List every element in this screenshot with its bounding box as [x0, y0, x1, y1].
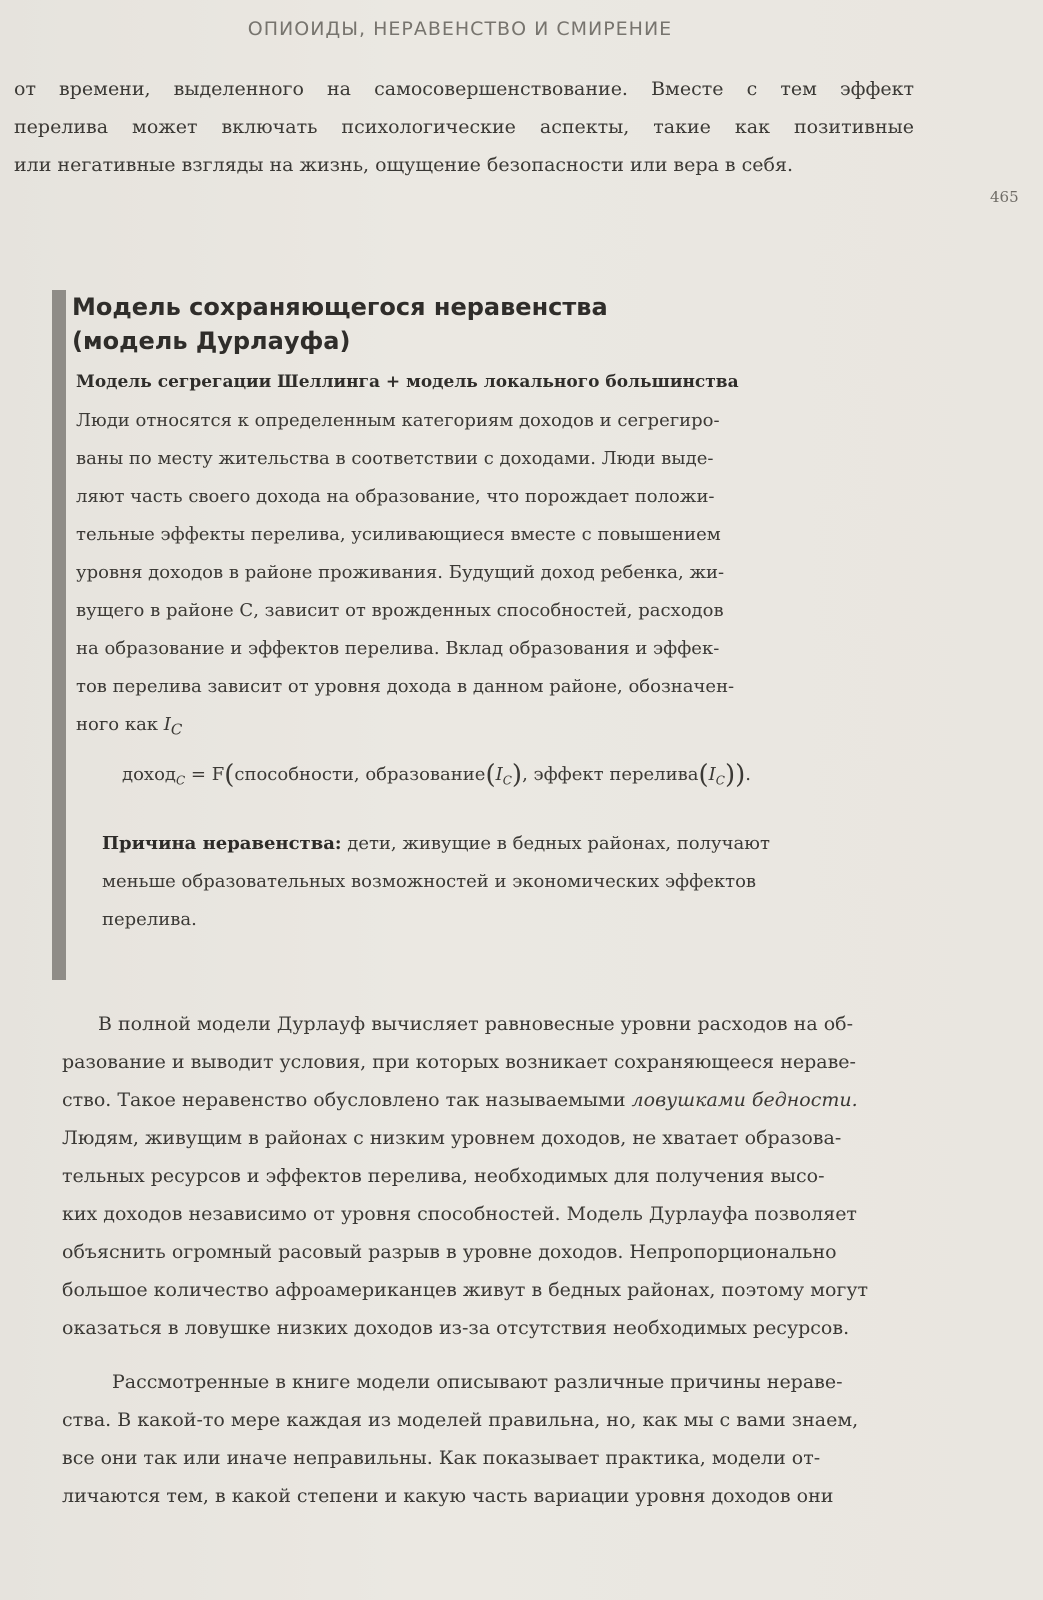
text-line: Рассмотренные в книге модели описывают различные причины нераве-: [112, 1371, 843, 1393]
text-line: Людям, живущим в районах с низким уровнем доходов, не хватает образова-: [62, 1127, 842, 1149]
running-head: ОПИОИДЫ, НЕРАВЕНСТВО И СМИРЕНИЕ: [247, 18, 673, 40]
text-line: большое количество афроамериканцев живут в бедных районах, поэтому могут: [62, 1279, 869, 1301]
text-line: или негативные взгляды на жизнь, ощущение безопасности или вера в себя.: [14, 154, 793, 176]
income-formula: доход$_C$ = F(способности, $образование(I_C)$, эффект $перелива(I_C)$).: [122, 760, 751, 790]
text-line: на образование и эффектов перелива. Вклад образования и эффек-: [76, 638, 720, 659]
text-line: перелива может включать психологические аспекты, такие как позитивные: [14, 116, 914, 138]
box-title-line: Модель сохраняющегося неравенства: [72, 293, 608, 321]
text-line: ляют часть своего дохода на образование, что порождает положи-: [76, 486, 715, 507]
text-line: от времени, выделенного на самосовершенствование. Вместе с тем эффект: [14, 78, 914, 100]
inequality-cause: [102, 825, 902, 939]
text-line: тельные эффекты перелива, усиливающиеся вместе с повышением: [76, 524, 721, 545]
box-title: [72, 290, 608, 358]
text-line: ких доходов независимо от уровня способностей. Модель Дурлауфа позволяет: [62, 1203, 857, 1225]
sidebar-accent-bar: [52, 290, 66, 980]
text-line: ваны по месту жительства в соответствии с доходами. Люди выде-: [76, 448, 714, 469]
formula-var-subscript: C: [502, 773, 512, 788]
text-line: меньше образовательных возможностей и экономических эффектов: [102, 871, 757, 892]
formula-var: I: [708, 764, 716, 785]
text-line: перелива.: [102, 909, 197, 930]
text-line: [76, 706, 906, 749]
box-subtitle: Модель сегрегации Шеллинга + модель локального большинства: [76, 372, 739, 392]
intro-paragraph: [14, 70, 914, 184]
text-line: уровня доходов в районе проживания. Будущий доход ребенка, жи-: [76, 562, 725, 583]
text-line: все они так или иначе неправильны. Как показывает практика, модели от-: [62, 1447, 821, 1469]
text-line: ства. В какой-то мере каждая из моделей правильна, но, как мы с вами знаем,: [62, 1409, 859, 1431]
box-title-line: (модель Дурлауфа): [72, 327, 351, 355]
formula-arg2: , эффект перелива: [522, 764, 699, 785]
sidebar-box: [52, 290, 922, 980]
text-line: Люди относятся к определенным категориям доходов и сегрегиро-: [76, 410, 720, 431]
formula-lhs: доход: [122, 764, 176, 785]
text-fragment: ного как: [76, 714, 164, 735]
text-line: объяснить огромный расовый разрыв в уровне доходов. Непропорционально: [62, 1241, 837, 1263]
formula-var-subscript: C: [715, 773, 725, 788]
text-line: оказаться в ловушке низких доходов из-за отсутствия необходимых ресурсов.: [62, 1317, 850, 1339]
variable: I: [163, 714, 171, 735]
formula-var: I: [495, 764, 503, 785]
formula-eq: = F: [185, 764, 225, 785]
cause-label: Причина неравенства:: [102, 833, 342, 854]
text-line: личаются тем, в какой степени и какую часть вариации уровня доходов они: [62, 1485, 834, 1507]
box-body: [76, 402, 906, 749]
text-line: разование и выводит условия, при которых возникает сохраняющееся нераве-: [62, 1051, 856, 1073]
text-line: тельных ресурсов и эффектов перелива, необходимых для получения высо-: [62, 1165, 825, 1187]
text-line: вущего в районе С, зависит от врожденных способностей, расходов: [76, 600, 724, 621]
italic-term: ловушками бедности.: [631, 1089, 858, 1111]
variable-subscript: C: [170, 720, 183, 739]
text-line: тов перелива зависит от уровня дохода в данном районе, обозначен-: [76, 676, 735, 697]
text-fragment: дети, живущие в бедных районах, получают: [341, 833, 770, 854]
main-paragraph-2: [62, 1363, 972, 1515]
main-paragraph-1: [62, 1005, 962, 1347]
page-number: 465: [990, 188, 1019, 206]
formula-lhs-subscript: C: [176, 773, 186, 788]
text-line: [62, 1081, 962, 1119]
text-fragment: ство. Такое неравенство обусловлено так называемыми: [62, 1089, 632, 1111]
formula-end: .: [745, 764, 751, 785]
formula-arg1: способности, образование: [234, 764, 486, 785]
text-line: В полной модели Дурлауф вычисляет равновесные уровни расходов на об-: [98, 1013, 853, 1035]
text-line: [102, 825, 902, 863]
